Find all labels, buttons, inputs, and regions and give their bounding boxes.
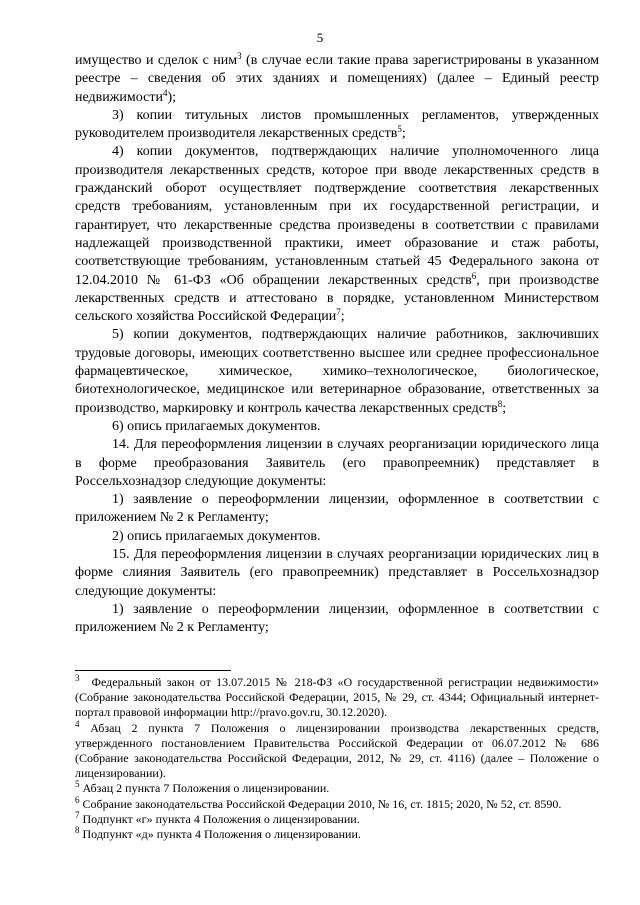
list-item-4 — [75, 143, 599, 326]
footnote-text: Абзац 2 пункта 7 Положения о лицензировании производства лекарственных средств, утвержденного постановлением Правительства Российской Федерации от 06.07.2012 № 686 (Собрание законодательства Российской Федерации, 2012, № 29, ст. 4116) (далее – Положение о лицензировании). — [75, 720, 600, 781]
paragraph-text: 5) копии документов, подтверждающих наличие работников, заключивших трудовые договоры, имеющих соответственно высшее или среднее профессиональное фармацевтическое, химическое, химико–технологическое, биологическое, биотехнологическое, медицинское или ветеринарное образование, ответственных за производство, маркировку и контроль качества лекарственных средств — [75, 327, 599, 416]
footnote-mark: 3 — [75, 673, 80, 683]
list-item-3 — [75, 107, 599, 144]
paragraph-text: ); — [167, 89, 177, 105]
paragraph-14-item-1: 1) заявление о переоформлении лицензии, оформленное в соответствии с приложением № 2 к Регламенту; — [75, 492, 599, 526]
footnote-ref[interactable]: 5 — [397, 124, 402, 135]
footnote-text: Собрание законодательства Российской Федерации 2010, № 16, ст. 1815; 2020, № 52, ст. 8590. — [82, 796, 562, 811]
footnote-text: Подпункт «г» пункта 4 Положения о лицензировании. — [82, 811, 360, 826]
footnote-8 — [75, 827, 599, 842]
footnote-text: Подпункт «д» пункта 4 Положения о лицензировании. — [82, 827, 361, 842]
footnote-7 — [75, 809, 599, 827]
paragraph-text: ; — [502, 400, 507, 416]
list-item-5 — [75, 326, 599, 417]
document-body — [75, 52, 599, 638]
footnote-ref[interactable]: 8 — [497, 398, 503, 409]
footnotes — [75, 675, 599, 842]
footnote-mark: 8 — [75, 825, 80, 836]
list-item-6: 6) опись прилагаемых документов. — [112, 418, 321, 434]
paragraph-registry — [75, 52, 599, 107]
paragraph-14-item-2: 2) опись прилагаемых документов. — [112, 528, 321, 544]
paragraph-text: 3) копии титульных листов промышленных регламентов, утвержденных руководителем производителя лекарственных средств — [75, 107, 599, 142]
paragraph-15-item-1: 1) заявление о переоформлении лицензии, оформленное в соответствии с приложением № 2 к Регламенту; — [75, 601, 599, 636]
footnote-mark: 5 — [75, 779, 80, 790]
footnote-4 — [75, 718, 600, 782]
paragraph-text: имущество и сделок с ним — [75, 53, 238, 68]
footnote-text: Федеральный закон от 13.07.2015 № 218-ФЗ «О государственной регистрации недвижимости» (Собрание законодательства Российской Федерации, 2015, № 29, ст. 4344; Официальный интернет-портал правовой информации http://pravo.gov.ru, 30.12.2020). — [75, 675, 599, 720]
paragraph-15: 15. Для переоформления лицензии в случаях реорганизации юридических лиц в форме слияния Заявитель (его правопреемник) представляет в Россельхознадзор следующие документы: — [75, 547, 599, 599]
paragraph-text: , при производстве лекарственных средств и аттестовано в порядке, установленном Министерством сельского хозяйства Российской Федерации — [75, 272, 599, 325]
paragraph-text: 4) копии документов, подтверждающих наличие уполномоченного лица производителя лекарственных средств, которое при вводе лекарственных средств в гражданский оборот осуществляет подтверждение соответствия лекарственных средств требованиям, установленным при их государственной регистрации, и гарантирует, что лекарственные средства произведены в соответствии с правилами надлежащей производственной практики, имеет образование и стаж работы, соответствующие требованиям, установленным статьей 45 Федерального закона от 12.04.2010 № 61-ФЗ «Об обращении лекарственных средств — [75, 144, 599, 288]
paragraph-text: ; — [340, 309, 345, 325]
footnote-ref[interactable]: 7 — [336, 307, 341, 318]
footnote-3 — [75, 675, 599, 721]
footnote-text: Абзац 2 пункта 7 Положения о лицензировании. — [82, 781, 330, 796]
footnote-6 — [75, 794, 599, 812]
footnote-5 — [75, 781, 599, 796]
footnote-ref[interactable]: 6 — [471, 270, 477, 281]
footnote-ref[interactable]: 4 — [162, 87, 168, 98]
footnote-mark: 6 — [75, 794, 80, 805]
footnote-separator — [75, 670, 231, 671]
paragraph-14: 14. Для переоформления лицензии в случаях реорганизации юридического лица в форме преобразования Заявитель (его правопреемник) представляет в Россельхознадзор следующие документы: — [75, 437, 599, 489]
footnote-ref[interactable]: 3 — [237, 51, 242, 61]
paragraph-text: ; — [401, 126, 406, 142]
paragraph-text: (в случае если такие права зарегистрированы в указанном реестре – сведения об этих зданиях и помещениях) (далее – Единый реестр недвижимости — [75, 53, 600, 105]
footnote-mark: 4 — [75, 718, 80, 729]
page-number: 5 — [316, 30, 324, 45]
footnote-mark: 7 — [75, 809, 80, 820]
